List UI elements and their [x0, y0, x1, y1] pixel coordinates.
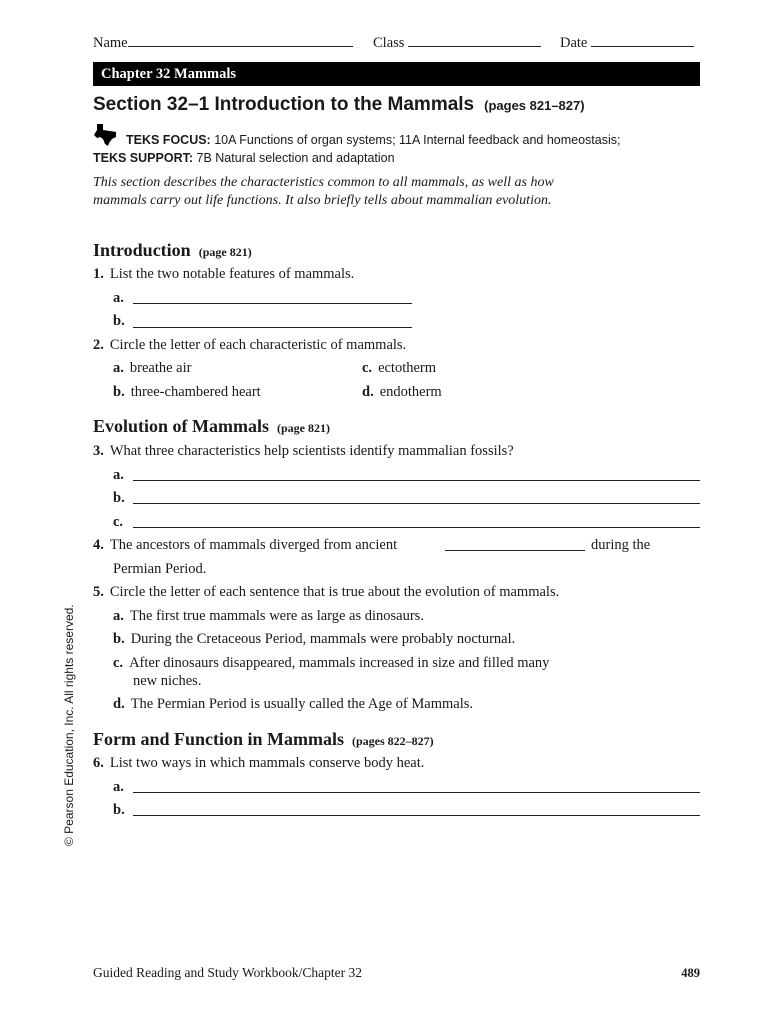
q2-option-c[interactable]: c. ectotherm [362, 360, 437, 376]
introduction-heading [93, 240, 252, 261]
teks-focus-label: TEKS FOCUS: [126, 133, 211, 147]
date-label: Date [560, 35, 588, 51]
evolution-heading [93, 416, 330, 437]
q2-option-a[interactable]: a. breathe air [113, 360, 192, 376]
q3-a-label: a. [113, 467, 124, 483]
q5-option-d[interactable]: d. The Permian Period is usually called the Age of Mammals. [113, 696, 473, 712]
class-line[interactable] [408, 32, 541, 47]
introduction-heading-text: Introduction [93, 240, 191, 260]
form-function-heading-text: Form and Function in Mammals [93, 729, 345, 749]
q1-a-label: a. [113, 290, 124, 306]
q2-option-b[interactable]: b. three-chambered heart [113, 384, 261, 400]
section-pages: (pages 821–827) [484, 98, 585, 113]
question-4-text-before: The ancestors of mammals diverged from ancient [109, 537, 398, 553]
question-2-text: Circle the letter of each characteristic of mammals. [109, 337, 407, 353]
q3-a-answer-line[interactable] [133, 480, 700, 481]
name-line[interactable] [128, 32, 353, 47]
evolution-pages: (page 821) [277, 421, 331, 435]
question-3 [93, 443, 514, 460]
copyright-notice: © Pearson Education, Inc. All rights reserved. [62, 604, 76, 846]
footer-workbook-title: Guided Reading and Study Workbook/Chapter 32 [93, 965, 363, 980]
q1-b-answer-line[interactable] [133, 327, 412, 328]
name-field[interactable] [93, 32, 353, 52]
q6-a-label: a. [113, 779, 124, 795]
evolution-heading-text: Evolution of Mammals [93, 416, 270, 436]
question-1-text: List the two notable features of mammals. [109, 266, 355, 282]
form-function-heading [93, 729, 434, 750]
question-5-text: Circle the letter of each sentence that is true about the evolution of mammals. [109, 584, 560, 600]
q3-b-label: b. [113, 490, 125, 506]
question-3-text: What three characteristics help scientists identify mammalian fossils? [109, 443, 514, 459]
section-intro: This section describes the characteristics common to all mammals, as well as how mammals carry out life functions. It also briefly tells about mammalian evolution. [93, 175, 554, 208]
question-6-number: 6. [93, 755, 104, 771]
introduction-pages: (page 821) [198, 245, 252, 259]
teks-support-text: 7B Natural selection and adaptation [196, 151, 395, 165]
texas-icon [94, 124, 118, 146]
question-2-number: 2. [93, 337, 104, 353]
q1-a-answer-line[interactable] [133, 303, 412, 304]
section-title [93, 94, 585, 116]
date-field[interactable] [560, 32, 694, 52]
question-3-number: 3. [93, 443, 104, 459]
teks-focus [126, 133, 620, 147]
q5-option-b[interactable]: b. During the Cretaceous Period, mammals were probably nocturnal. [113, 631, 516, 647]
class-label: Class [373, 35, 405, 51]
q4-answer-blank[interactable] [445, 550, 585, 551]
q5-option-a[interactable]: a. The first true mammals were as large as dinosaurs. [113, 608, 424, 624]
section-title-text: Section 32–1 Introduction to the Mammals [93, 94, 475, 115]
teks-support [93, 151, 395, 165]
date-line[interactable] [591, 32, 694, 47]
q2-option-d[interactable]: d. endotherm [362, 384, 442, 400]
class-field[interactable] [373, 32, 541, 52]
q5-option-c-line2: new niches. [133, 673, 202, 689]
question-5-number: 5. [93, 584, 104, 600]
name-label: Name [93, 35, 128, 51]
teks-support-label: TEKS SUPPORT: [93, 151, 194, 165]
question-6 [93, 755, 424, 772]
question-4-number: 4. [93, 537, 104, 553]
question-6-text: List two ways in which mammals conserve body heat. [109, 755, 425, 771]
page-number: 489 [681, 966, 700, 980]
question-5 [93, 584, 559, 601]
chapter-bar: Chapter 32 Mammals [93, 62, 700, 86]
question-1-number: 1. [93, 266, 104, 282]
q6-b-label: b. [113, 802, 125, 818]
question-4-line2: Permian Period. [113, 561, 207, 577]
question-4-after: during the [591, 537, 651, 553]
q3-b-answer-line[interactable] [133, 503, 700, 504]
teks-focus-text: 10A Functions of organ systems; 11A Internal feedback and homeostasis; [214, 133, 621, 147]
q5-option-c[interactable]: c. After dinosaurs disappeared, mammals increased in size and filled many [113, 655, 550, 671]
question-4 [93, 537, 397, 554]
q1-b-label: b. [113, 313, 125, 329]
q3-c-label: c. [113, 514, 124, 530]
form-function-pages: (pages 822–827) [352, 734, 434, 748]
q6-a-answer-line[interactable] [133, 792, 700, 793]
question-1 [93, 266, 354, 283]
question-2 [93, 337, 406, 354]
q3-c-answer-line[interactable] [133, 527, 700, 528]
q6-b-answer-line[interactable] [133, 815, 700, 816]
